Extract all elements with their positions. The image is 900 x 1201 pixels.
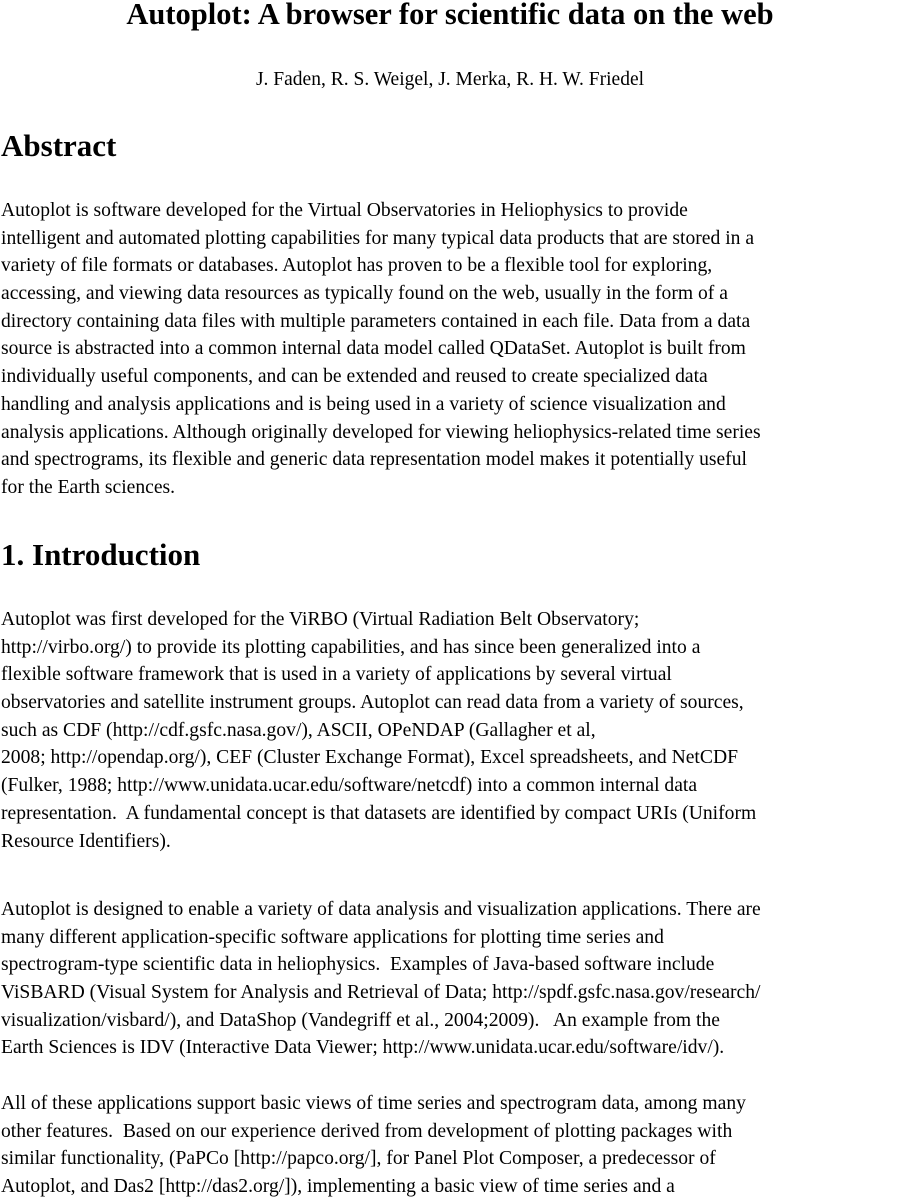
introduction-heading: 1. Introduction [1,537,201,572]
text-line: visualization/visbard/), and DataShop (Vandegriff et al., 2004;2009). An example from the [1,1009,720,1031]
text-line: Earth Sciences is IDV (Interactive Data Viewer; http://www.unidata.ucar.edu/software/idv/). [1,1037,725,1059]
text-line: http://virbo.org/) to provide its plotting capabilities, and has since been generalized into a [1,636,701,658]
text-line: similar functionality, (PaPCo [http://papco.org/], for Panel Plot Composer, a predecessor of [1,1148,716,1170]
text-line: (Fulker, 1988; http://www.unidata.ucar.edu/software/netcdf) into a common internal data [1,775,698,797]
text-line: source is abstracted into a common internal data model called QDataSet. Autoplot is built from [1,338,746,360]
text-line: 2008; http://opendap.org/), CEF (Cluster Exchange Format), Excel spreadsheets, and NetCDF [1,747,738,769]
text-line: spectrogram-type scientific data in heliophysics. Examples of Java-based software include [1,954,715,976]
text-line: individually useful components, and can be extended and reused to create specialized data [1,366,708,388]
text-line: Resource Identifiers). [1,830,171,852]
abstract-paragraph [1,197,761,502]
text-line: All of these applications support basic views of time series and spectrogram data, among many [1,1093,746,1114]
author-list: J. Faden, R. S. Weigel, J. Merka, R. H. W. Friedel [255,69,645,90]
text-line: many different application-specific software applications for plotting time series and [1,926,664,948]
paper-title: Autoplot: A browser for scientific data on the web [126,0,774,31]
text-line: Autoplot was first developed for the ViRBO (Virtual Radiation Belt Observatory; [1,609,640,630]
introduction-paragraph-1 [1,606,756,855]
text-line: directory containing data files with multiple parameters contained in each file. Data from a data [1,310,751,332]
text-line: Autoplot is designed to enable a variety of data analysis and visualization applications. There are [1,899,761,920]
text-line: analysis applications. Although originally developed for viewing heliophysics-related time series [1,421,761,443]
text-line: such as CDF (http://cdf.gsfc.nasa.gov/), ASCII, OPeNDAP (Gallagher et al, [1,719,596,741]
introduction-paragraph-2 [1,896,761,1062]
text-line: Autoplot is software developed for the Virtual Observatories in Heliophysics to provide [1,200,688,221]
text-line: ViSBARD (Visual System for Analysis and Retrieval of Data; http://spdf.gsfc.nasa.gov/research/ [1,982,761,1004]
introduction-paragraph-3 [1,1090,746,1201]
text-line: flexible software framework that is used in a variety of applications by several virtual [1,664,672,686]
abstract-heading: Abstract [1,128,117,163]
text-line: accessing, and viewing data resources as typically found on the web, usually in the form of a [1,283,728,305]
text-line: other features. Based on our experience derived from development of plotting packages with [1,1120,733,1142]
text-line: representation. A fundamental concept is that datasets are identified by compact URIs (Uniform [1,802,757,824]
text-line: variety of file formats or databases. Autoplot has proven to be a flexible tool for exploring, [1,255,713,277]
text-line: handling and analysis applications and is being used in a variety of science visualization and [1,393,726,415]
text-line: observatories and satellite instrument groups. Autoplot can read data from a variety of sources, [1,692,744,714]
text-line: intelligent and automated plotting capabilities for many typical data products that are stored in a [1,227,755,249]
text-line: for the Earth sciences. [1,476,176,498]
text-line: and spectrograms, its flexible and generic data representation model makes it potentially useful [1,449,747,471]
text-line: Autoplot, and Das2 [http://das2.org/]), implementing a basic view of time series and a [1,1176,675,1198]
